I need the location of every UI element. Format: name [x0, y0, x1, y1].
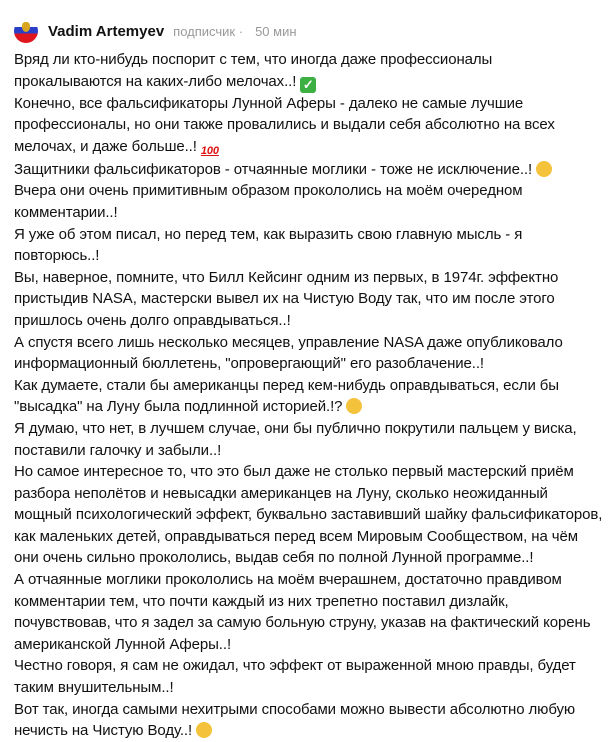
text-line-content: мелочах, и даже больше..! [14, 137, 197, 155]
author-name[interactable]: Vadim Artemyev [48, 22, 165, 40]
text-line-content: Вот так, иногда самыми нехитрыми способами можно вывести абсолютно любую [14, 700, 576, 718]
text-line-content: Честно говоря, я сам не ожидал, что эффект от выраженной мною правды, будет [14, 657, 576, 675]
text-line [14, 418, 614, 440]
text-line [14, 245, 614, 267]
text-line-content: почувствовав, что я задел за самую больную струну, указав на фактический корень [14, 614, 591, 632]
text-line-content: они очень сильно прокололись, выдав себя по полной Лунной программе..! [14, 549, 534, 567]
text-line [14, 440, 614, 462]
text-line [14, 49, 614, 71]
text-line [14, 114, 614, 136]
hundred-points-emoji-icon: 100 [200, 144, 219, 157]
text-line-content: пристыдив NASA, мастерски вывел их на Чистую Воду так, что им после этого [14, 290, 555, 308]
winking-face-emoji-icon [196, 722, 212, 738]
text-line [14, 93, 614, 115]
text-line [14, 159, 614, 181]
check-mark-emoji-icon: ✓ [300, 77, 316, 93]
text-line [14, 547, 614, 569]
avatar[interactable] [14, 19, 38, 43]
text-line-content: Вы, наверное, помните, что Билл Кейсинг одним из первых, в 1974г. эффектно [14, 268, 559, 286]
text-line-content: нечисть на Чистую Воду..! [14, 722, 193, 740]
text-line [14, 720, 614, 742]
post-header [14, 20, 297, 42]
text-line [14, 180, 614, 202]
text-line-content: Конечно, все фальсификаторы Лунной Аферы - далеко не самые лучшие [14, 94, 524, 112]
text-line-content: Я уже об этом писал, но перед тем, как выразить свою главную мысль - я [14, 225, 523, 243]
text-line-content: повторюсь..! [14, 247, 100, 265]
text-line [14, 136, 614, 159]
text-line [14, 591, 614, 613]
text-line [14, 461, 614, 483]
text-line [14, 396, 614, 418]
text-line [14, 504, 614, 526]
text-line-content: пришлось очень долго оправдываться..! [14, 311, 291, 329]
text-line [14, 353, 614, 375]
text-line [14, 526, 614, 548]
text-line-content: А спустя всего лишь несколько месяцев, управление NASA даже опубликовало [14, 333, 563, 351]
text-line-content: разбора неполётов и невысадки американцев на Луну, сколько неожиданный [14, 484, 548, 502]
text-line [14, 634, 614, 656]
text-line-content: Вряд ли кто-нибудь поспорит с тем, что иногда даже профессионалы [14, 51, 493, 68]
thinking-face-emoji-icon [346, 398, 362, 414]
text-line [14, 332, 614, 354]
text-line-content: Как думаете, стали бы американцы перед кем-нибудь оправдываться, если бы [14, 376, 559, 394]
text-line-content: как маленьких детей, оправдываться перед всем Мировым Сообществом, на чём [14, 527, 578, 545]
text-line [14, 677, 614, 699]
post-text [14, 49, 614, 742]
text-line [14, 375, 614, 397]
text-line-content: американской Лунной Аферы..! [14, 635, 232, 653]
text-line [14, 267, 614, 289]
coat-of-arms-icon [22, 22, 30, 32]
text-line-content: поставили галочку и забыли..! [14, 441, 222, 459]
text-line [14, 71, 614, 93]
text-line [14, 310, 614, 332]
winking-face-emoji-icon [536, 161, 552, 177]
author-role: подписчик · [173, 23, 244, 39]
text-line [14, 483, 614, 505]
text-line-content: информационный бюллетень, "опровергающий" его разоблачение..! [14, 355, 484, 373]
text-line-content: А отчаянные моглики прокололись на моём вчерашнем, достаточно правдивом [14, 571, 562, 589]
text-line [14, 655, 614, 677]
text-line [14, 202, 614, 224]
post-time: 50 мин [255, 23, 297, 39]
text-line-content: "высадка" на Луну была подлинной историей.!? [14, 398, 343, 416]
text-line-content: профессионалы, но они также провалились и выдали себя абсолютно на всех [14, 116, 555, 134]
text-line-content: комментарии тем, что почти каждый из них трепетно поставил дизлайк, [14, 592, 509, 610]
text-line [14, 699, 614, 721]
text-line [14, 569, 614, 591]
text-line [14, 288, 614, 310]
text-line-content: прокалываются на каких-либо мелочах..! [14, 72, 297, 90]
text-line [14, 224, 614, 246]
text-line-content: Вчера они очень примитивным образом прокололись на моём очередном [14, 182, 523, 200]
text-line-content: Защитники фальсификаторов - отчаянные моглики - тоже не исключение..! [14, 160, 533, 178]
text-line-content: Я думаю, что нет, в лучшем случае, они бы публично покрутили пальцем у виска, [14, 419, 577, 437]
text-line-content: таким внушительным..! [14, 679, 174, 697]
text-line [14, 612, 614, 634]
text-line-content: Но самое интересное то, что это был даже не столько первый мастерский приём [14, 463, 574, 481]
text-line-content: мощный психологический эффект, буквально заставивший шайку фальсификаторов, [14, 506, 603, 524]
text-line-content: комментарии..! [14, 203, 118, 221]
